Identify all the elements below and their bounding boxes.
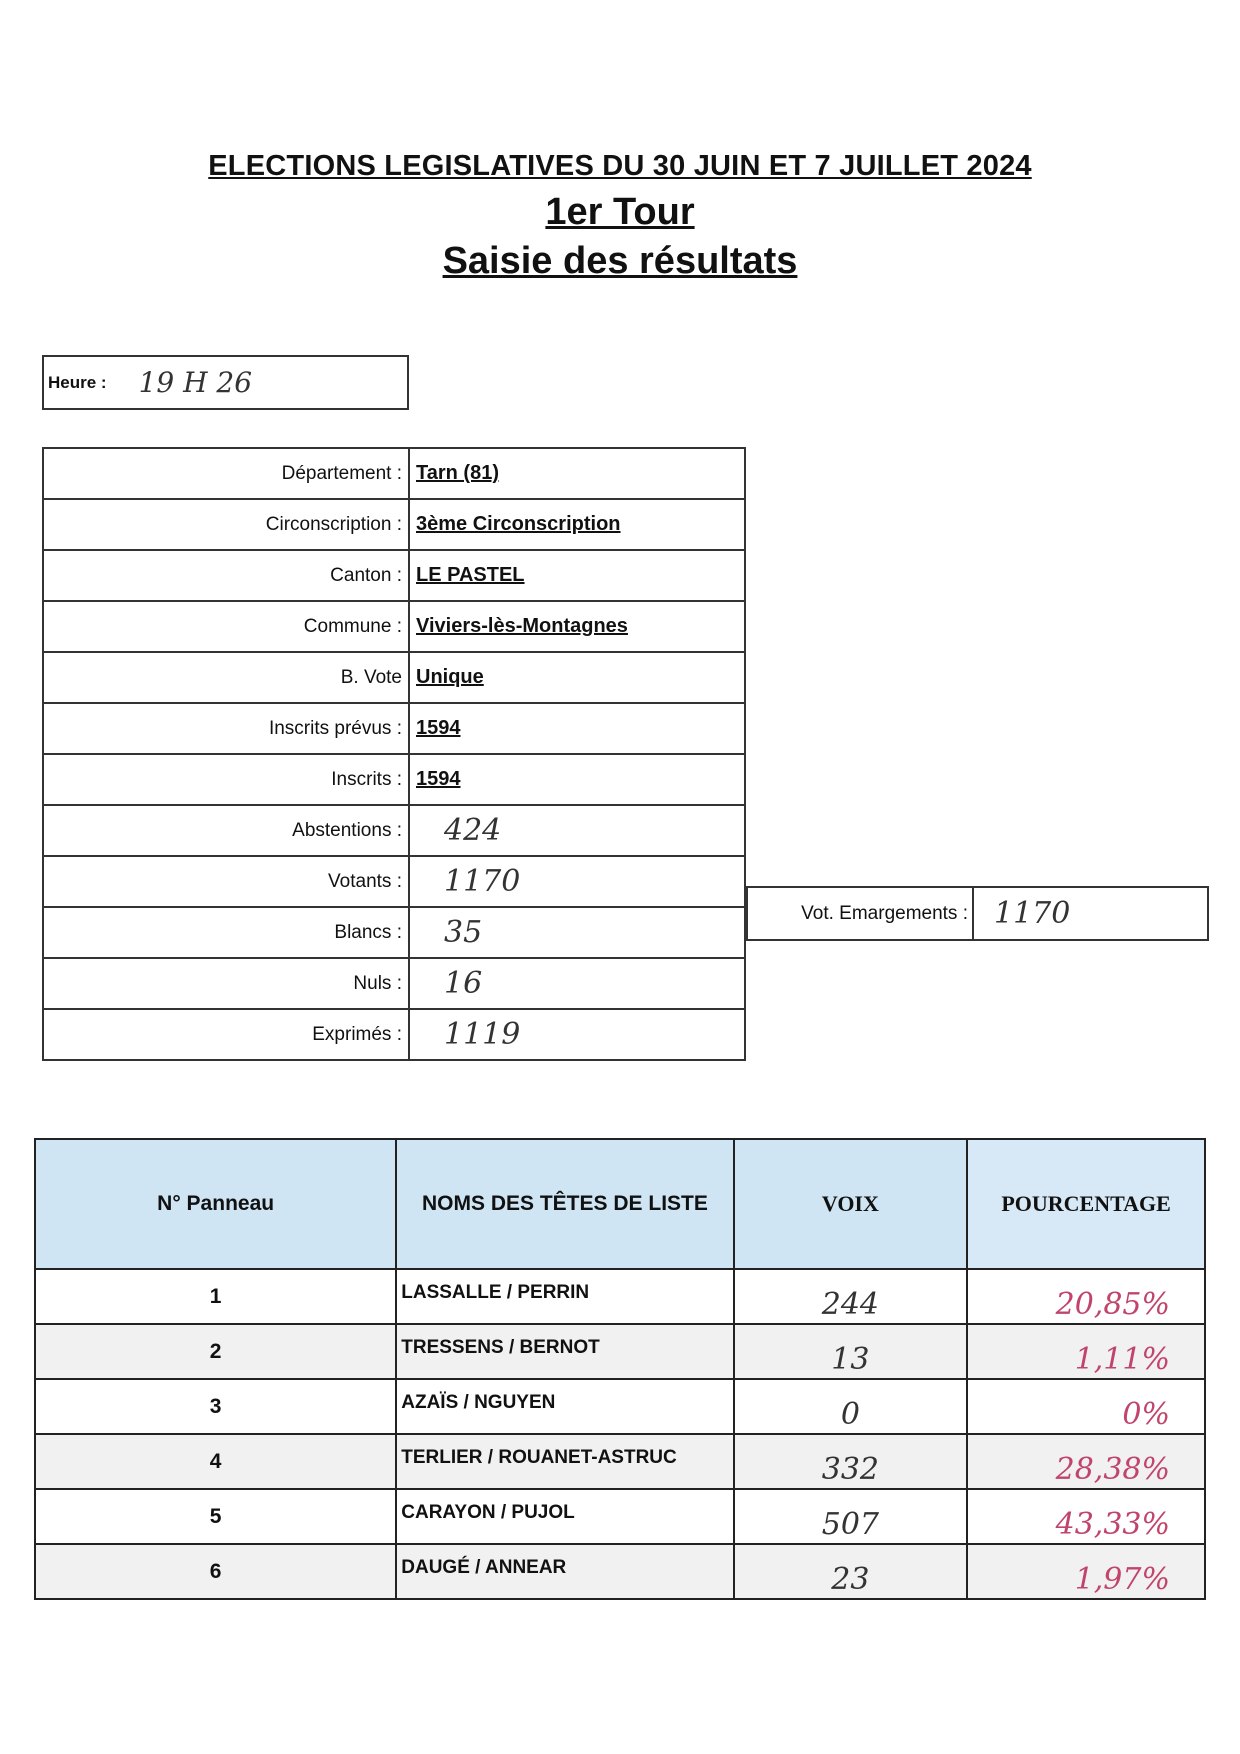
info-label: Nuls : [43, 958, 409, 1009]
info-value-cell [409, 499, 745, 550]
list-head-names: AZAÏS / NGUYEN [396, 1379, 733, 1434]
heure-field [42, 355, 409, 410]
panneau-number: 1 [35, 1269, 396, 1324]
info-label: B. Vote [43, 652, 409, 703]
info-row [43, 601, 745, 652]
table-row [35, 1434, 1205, 1489]
panneau-number: 2 [35, 1324, 396, 1379]
info-label: Département : [43, 448, 409, 499]
info-value: 35 [444, 915, 483, 950]
col-panneau-header: N° Panneau [35, 1139, 396, 1269]
table-row [35, 1269, 1205, 1324]
panneau-number: 4 [35, 1434, 396, 1489]
percentage-value: 1,97% [967, 1544, 1205, 1599]
info-value: 1170 [444, 864, 521, 899]
info-label: Inscrits : [43, 754, 409, 805]
info-value: Tarn (81) [416, 462, 499, 484]
info-value: 16 [444, 966, 483, 1001]
voix-value: 507 [734, 1489, 968, 1544]
voix-value: 23 [734, 1544, 968, 1599]
document-header [0, 150, 1240, 283]
info-row [43, 805, 745, 856]
percentage-value: 28,38% [967, 1434, 1205, 1489]
heure-value: 19 H 26 [138, 366, 253, 399]
info-value-cell [409, 448, 745, 499]
list-head-names: TERLIER / ROUANET-ASTRUC [396, 1434, 733, 1489]
col-pourcentage-header: POURCENTAGE [967, 1139, 1205, 1269]
info-value-cell [409, 652, 745, 703]
heure-label: Heure : [48, 372, 107, 392]
list-head-names: LASSALLE / PERRIN [396, 1269, 733, 1324]
info-label: Circonscription : [43, 499, 409, 550]
info-value-cell [409, 805, 745, 856]
info-value-cell [409, 703, 745, 754]
info-value: LE PASTEL [416, 564, 525, 586]
info-value-cell [409, 958, 745, 1009]
emargements-field [746, 886, 1209, 941]
list-head-names: CARAYON / PUJOL [396, 1489, 733, 1544]
percentage-value: 43,33% [967, 1489, 1205, 1544]
info-value: 3ème Circonscription [416, 513, 621, 535]
info-row [43, 907, 745, 958]
info-row [43, 856, 745, 907]
info-value: 1594 [416, 768, 461, 790]
info-value-cell [409, 1009, 745, 1060]
info-label: Votants : [43, 856, 409, 907]
info-value: 1594 [416, 717, 461, 739]
info-value: Viviers-lès-Montagnes [416, 615, 628, 637]
panneau-number: 3 [35, 1379, 396, 1434]
table-row [35, 1489, 1205, 1544]
info-value-cell [409, 754, 745, 805]
info-row [43, 550, 745, 601]
info-row [43, 448, 745, 499]
results-table [34, 1138, 1206, 1600]
info-value: Unique [416, 666, 484, 688]
voix-value: 332 [734, 1434, 968, 1489]
percentage-value: 0% [967, 1379, 1205, 1434]
info-table [42, 447, 746, 1061]
info-row [43, 499, 745, 550]
info-label: Inscrits prévus : [43, 703, 409, 754]
list-head-names: DAUGÉ / ANNEAR [396, 1544, 733, 1599]
info-value-cell [409, 856, 745, 907]
emargements-label: Vot. Emargements : [748, 888, 974, 939]
voix-value: 0 [734, 1379, 968, 1434]
percentage-value: 20,85% [967, 1269, 1205, 1324]
info-row [43, 652, 745, 703]
list-head-names: TRESSENS / BERNOT [396, 1324, 733, 1379]
info-row [43, 958, 745, 1009]
info-row [43, 1009, 745, 1060]
document-title: ELECTIONS LEGISLATIVES DU 30 JUIN ET 7 JUILLET 2024 [208, 150, 1032, 182]
table-row [35, 1379, 1205, 1434]
percentage-value: 1,11% [967, 1324, 1205, 1379]
panneau-number: 6 [35, 1544, 396, 1599]
voix-value: 244 [734, 1269, 968, 1324]
panneau-number: 5 [35, 1489, 396, 1544]
info-row [43, 754, 745, 805]
results-header-row [35, 1139, 1205, 1269]
info-value-cell [409, 550, 745, 601]
table-row [35, 1544, 1205, 1599]
col-voix-header: VOIX [734, 1139, 968, 1269]
info-value-cell [409, 907, 745, 958]
emargements-value: 1170 [994, 896, 1071, 931]
col-names-header: NOMS DES TÊTES DE LISTE [396, 1139, 733, 1269]
info-label: Abstentions : [43, 805, 409, 856]
info-label: Canton : [43, 550, 409, 601]
info-value: 424 [444, 813, 502, 848]
info-label: Commune : [43, 601, 409, 652]
info-label: Blancs : [43, 907, 409, 958]
info-value-cell [409, 601, 745, 652]
info-row [43, 703, 745, 754]
info-label: Exprimés : [43, 1009, 409, 1060]
document-subtitle: Saisie des résultats [442, 240, 798, 282]
table-row [35, 1324, 1205, 1379]
voix-value: 13 [734, 1324, 968, 1379]
info-value: 1119 [444, 1017, 521, 1052]
round-title: 1er Tour [545, 191, 695, 233]
